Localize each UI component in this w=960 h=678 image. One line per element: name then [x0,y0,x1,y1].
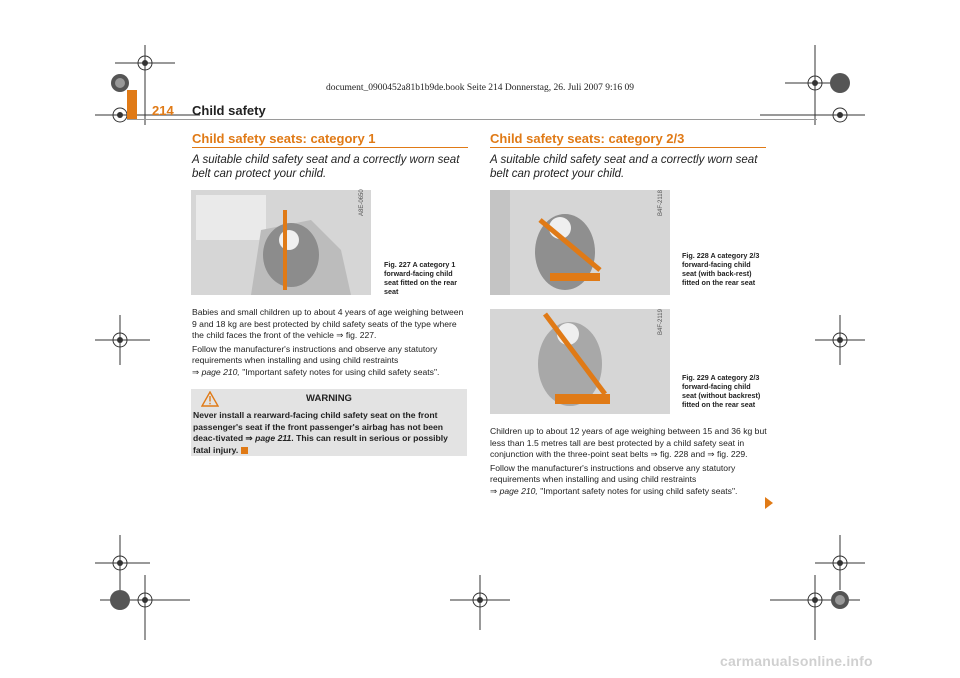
warning-ref-arrow: ⇒ [245,433,253,443]
ref-arrow-right: ⇒ [490,485,498,496]
left-paragraph-2 [192,344,468,379]
section-title-category-1: Child safety seats: category 1 [192,131,376,146]
page-number: 214 [152,103,174,118]
figure-229-caption: Fig. 229 A category 2/3 forward-facing child seat (without backrest) fitted on the rear seat [682,373,761,409]
warning-ref-page[interactable]: page 211 [252,433,292,443]
end-of-section-marker [241,447,248,454]
ref-arrow-left: ⇒ [192,366,200,377]
running-title: Child safety [192,103,266,118]
left-body-text [192,307,468,380]
right-paragraph-1: Children up to about 12 years of age weighing between 15 and 36 kg but less than 1.5 metres tall are best protected by a child safety seat in conjunction with the three-point seat belts ⇒ fig. 228 and ⇒ fig. 229. [490,426,767,459]
figure-228-image [490,190,670,295]
warning-text [193,410,465,456]
figure-227-caption: Fig. 227 A category 1 forward-facing child seat fitted on the rear seat [384,260,458,296]
figure-227-image [191,190,371,295]
ref-text-right: "Important safety notes for using child safety seats". [537,485,738,496]
right-paragraph-2-text: Follow the manufacturer's instructions and observe any statutory requirements when installing and using child restraints [490,462,736,484]
figure-229-image [490,309,670,414]
right-paragraph-2 [490,463,772,498]
section-rule-right [490,147,766,148]
left-paragraph-2-text: Follow the manufacturer's instructions and observe any statutory requirements when installing and using child restraints [192,343,438,365]
warning-box [191,389,467,456]
section-subtitle-left: A suitable child safety seat and a correctly worn seat belt can protect your child. [192,154,460,180]
child-seat-illustration [191,190,371,295]
booster-seat-backrest-illustration [490,190,670,295]
continue-arrow-icon [765,497,773,509]
booster-seat-no-backrest-illustration [490,309,670,414]
warning-text-a: Never install a rearward-facing child safety seat on the front passenger's seat if the front passenger's airbag has not been deac-tivated [193,410,444,443]
section-rule-left [192,147,468,148]
left-paragraph-1: Babies and small children up to about 4 years of age weighing between 9 and 18 kg are best protected by child safety seats of the type where the child faces the front of the vehicle ⇒ fig. 227. [192,307,464,340]
figure-228-code: B4F-2118 [658,190,664,216]
watermark: carmanualsonline.info [720,653,873,669]
figure-227-code: A8E-0650 [359,189,365,216]
ref-page-right[interactable]: page 210, [499,485,538,496]
header-divider [127,119,817,120]
section-subtitle-right: A suitable child safety seat and a correctly worn seat belt can protect your child. [490,154,758,180]
warning-title: WARNING [306,393,352,404]
figure-229-code: B4F-2119 [658,309,664,335]
figure-228-caption: Fig. 228 A category 2/3 forward-facing child seat (with back-rest) fitted on the rear seat [682,251,760,287]
ref-page-left[interactable]: page 210, [201,366,240,377]
right-body-text [490,426,772,499]
header-accent-bar [127,90,137,120]
file-info-line: document_0900452a81b1b9de.book Seite 214 Donnerstag, 26. Juli 2007 9:16 09 [326,83,634,93]
section-title-category-2-3: Child safety seats: category 2/3 [490,131,685,146]
warning-text-b: . This can result in serious or possibly fatal injury. [193,433,448,455]
ref-text-left: "Important safety notes for using child safety seats". [239,366,440,377]
